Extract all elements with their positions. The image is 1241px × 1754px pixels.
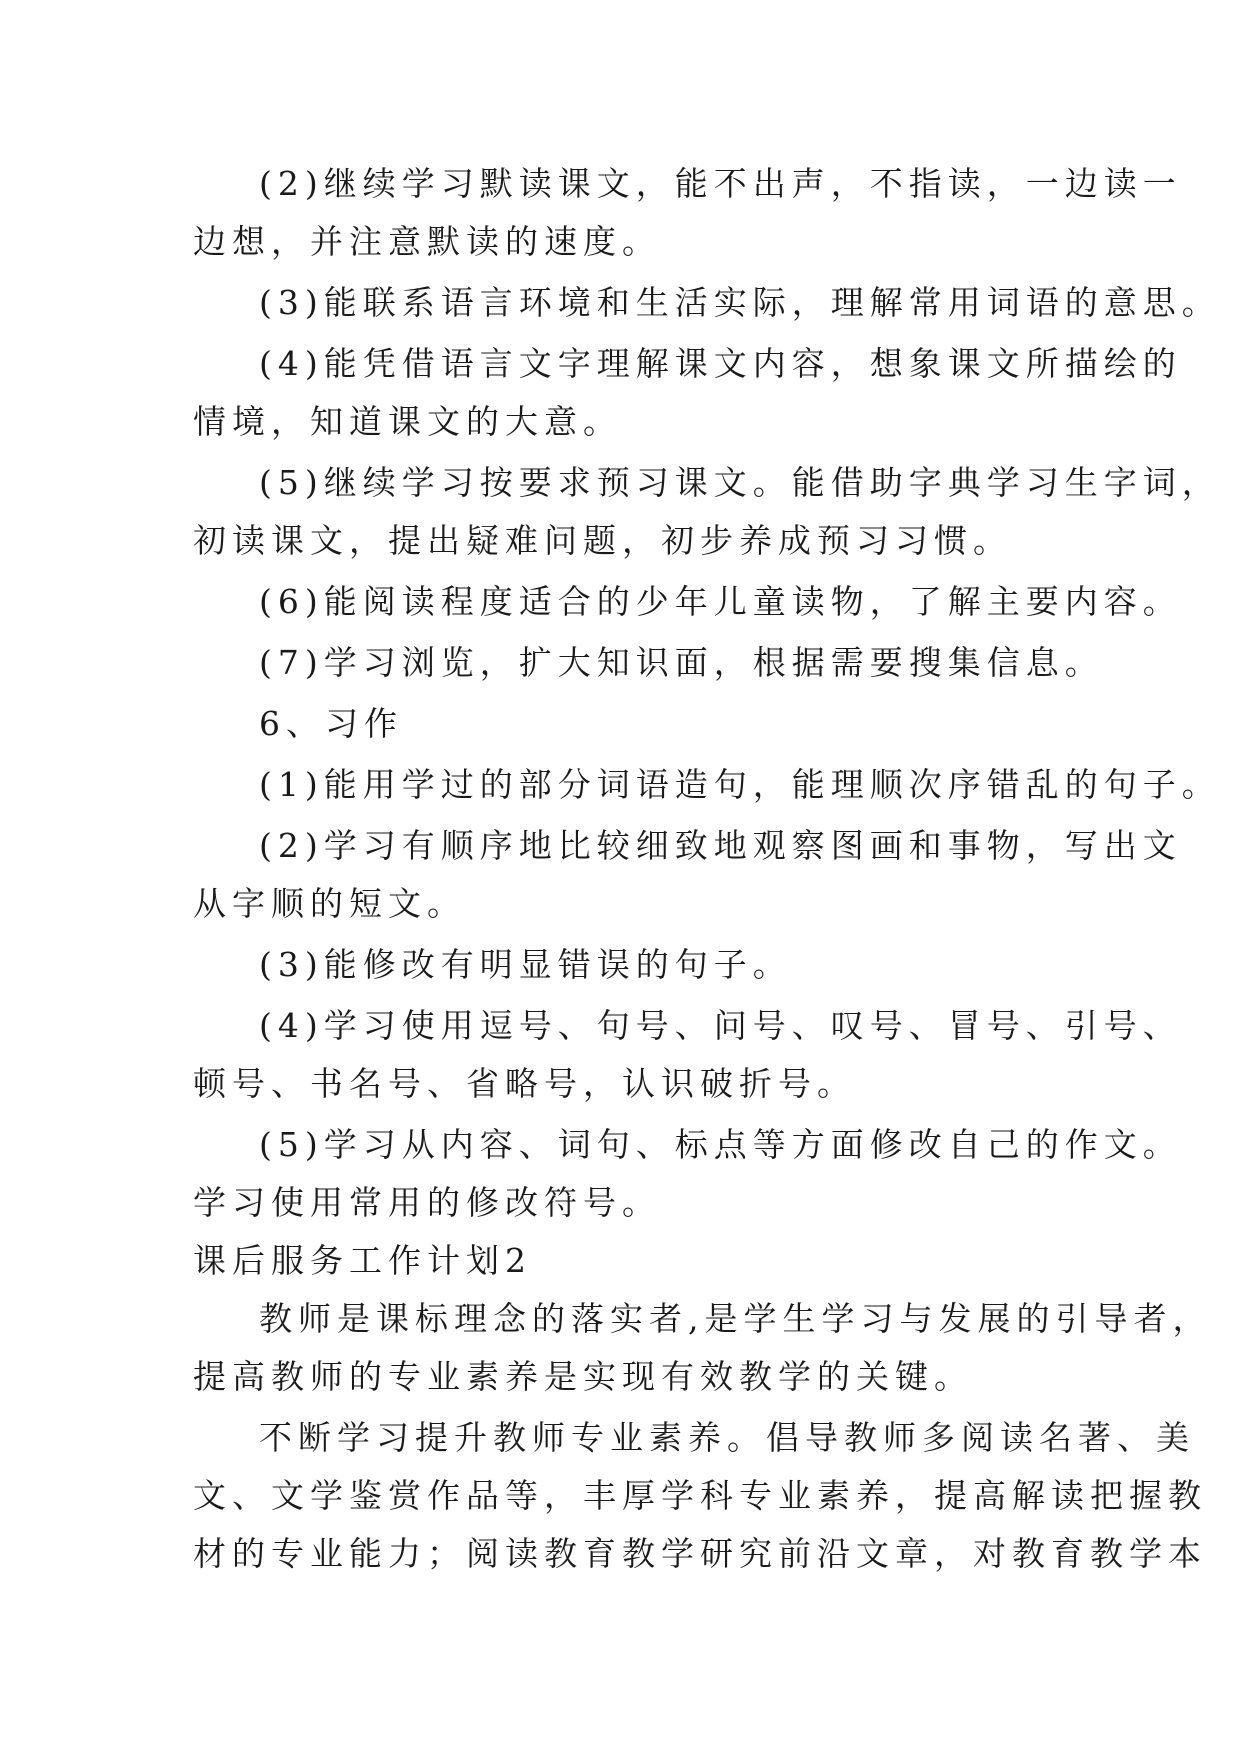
paragraph-line: 顿号、书名号、省略号，认识破折号。	[193, 1064, 856, 1103]
paragraph-line: (2)继续学习默读课文，能不出声，不指读，一边读一	[259, 164, 1182, 203]
paragraph-line: (1)能用学过的部分词语造句，能理顺次序错乱的句子。	[259, 765, 1221, 804]
paragraph-line: 教师是课标理念的落实者,是学生学习与发展的引导者，	[259, 1299, 1212, 1338]
paragraph-line: 文、文学鉴赏作品等，丰厚学科专业素养，提高解读把握教	[193, 1476, 1207, 1515]
paragraph-line: 不断学习提升教师专业素养。倡导教师多阅读名著、美	[259, 1418, 1195, 1457]
paragraph-line: 初读课文，提出疑难问题，初步养成预习习惯。	[193, 521, 1012, 560]
paragraph-line: 材的专业能力；阅读教育教学研究前沿文章，对教育教学本	[193, 1534, 1207, 1573]
paragraph-line: (4)能凭借语言文字理解课文内容，想象课文所描绘的	[259, 344, 1182, 383]
section-heading: 6、习作	[259, 704, 403, 743]
paragraph-line: (3)能修改有明显错误的句子。	[259, 945, 792, 984]
paragraph-line: (4)学习使用逗号、句号、问号、叹号、冒号、引号、	[259, 1006, 1182, 1045]
document-body	[193, 155, 1221, 1583]
paragraph-line: 提高教师的专业素养是实现有效教学的关键。	[193, 1357, 973, 1396]
paragraph-line: 情境，知道课文的大意。	[193, 402, 622, 441]
paragraph-line: (7)学习浏览，扩大知识面，根据需要搜集信息。	[259, 643, 1104, 682]
paragraph-line: 学习使用常用的修改符号。	[193, 1183, 661, 1222]
paragraph-line: (6)能阅读程度适合的少年儿童读物，了解主要内容。	[259, 582, 1182, 621]
paragraph-line: (2)学习有顺序地比较细致地观察图画和事物，写出文	[259, 826, 1182, 865]
document-title: 课后服务工作计划2	[193, 1241, 532, 1280]
paragraph-line: 从字顺的短文。	[193, 884, 466, 923]
paragraph-line: (5)继续学习按要求预习课文。能借助字典学习生字词，	[259, 463, 1221, 502]
paragraph-line: (5)学习从内容、词句、标点等方面修改自己的作文。	[259, 1125, 1182, 1164]
paragraph-line: 边想，并注意默读的速度。	[193, 222, 661, 261]
paragraph-line: (3)能联系语言环境和生活实际，理解常用词语的意思。	[259, 283, 1221, 322]
